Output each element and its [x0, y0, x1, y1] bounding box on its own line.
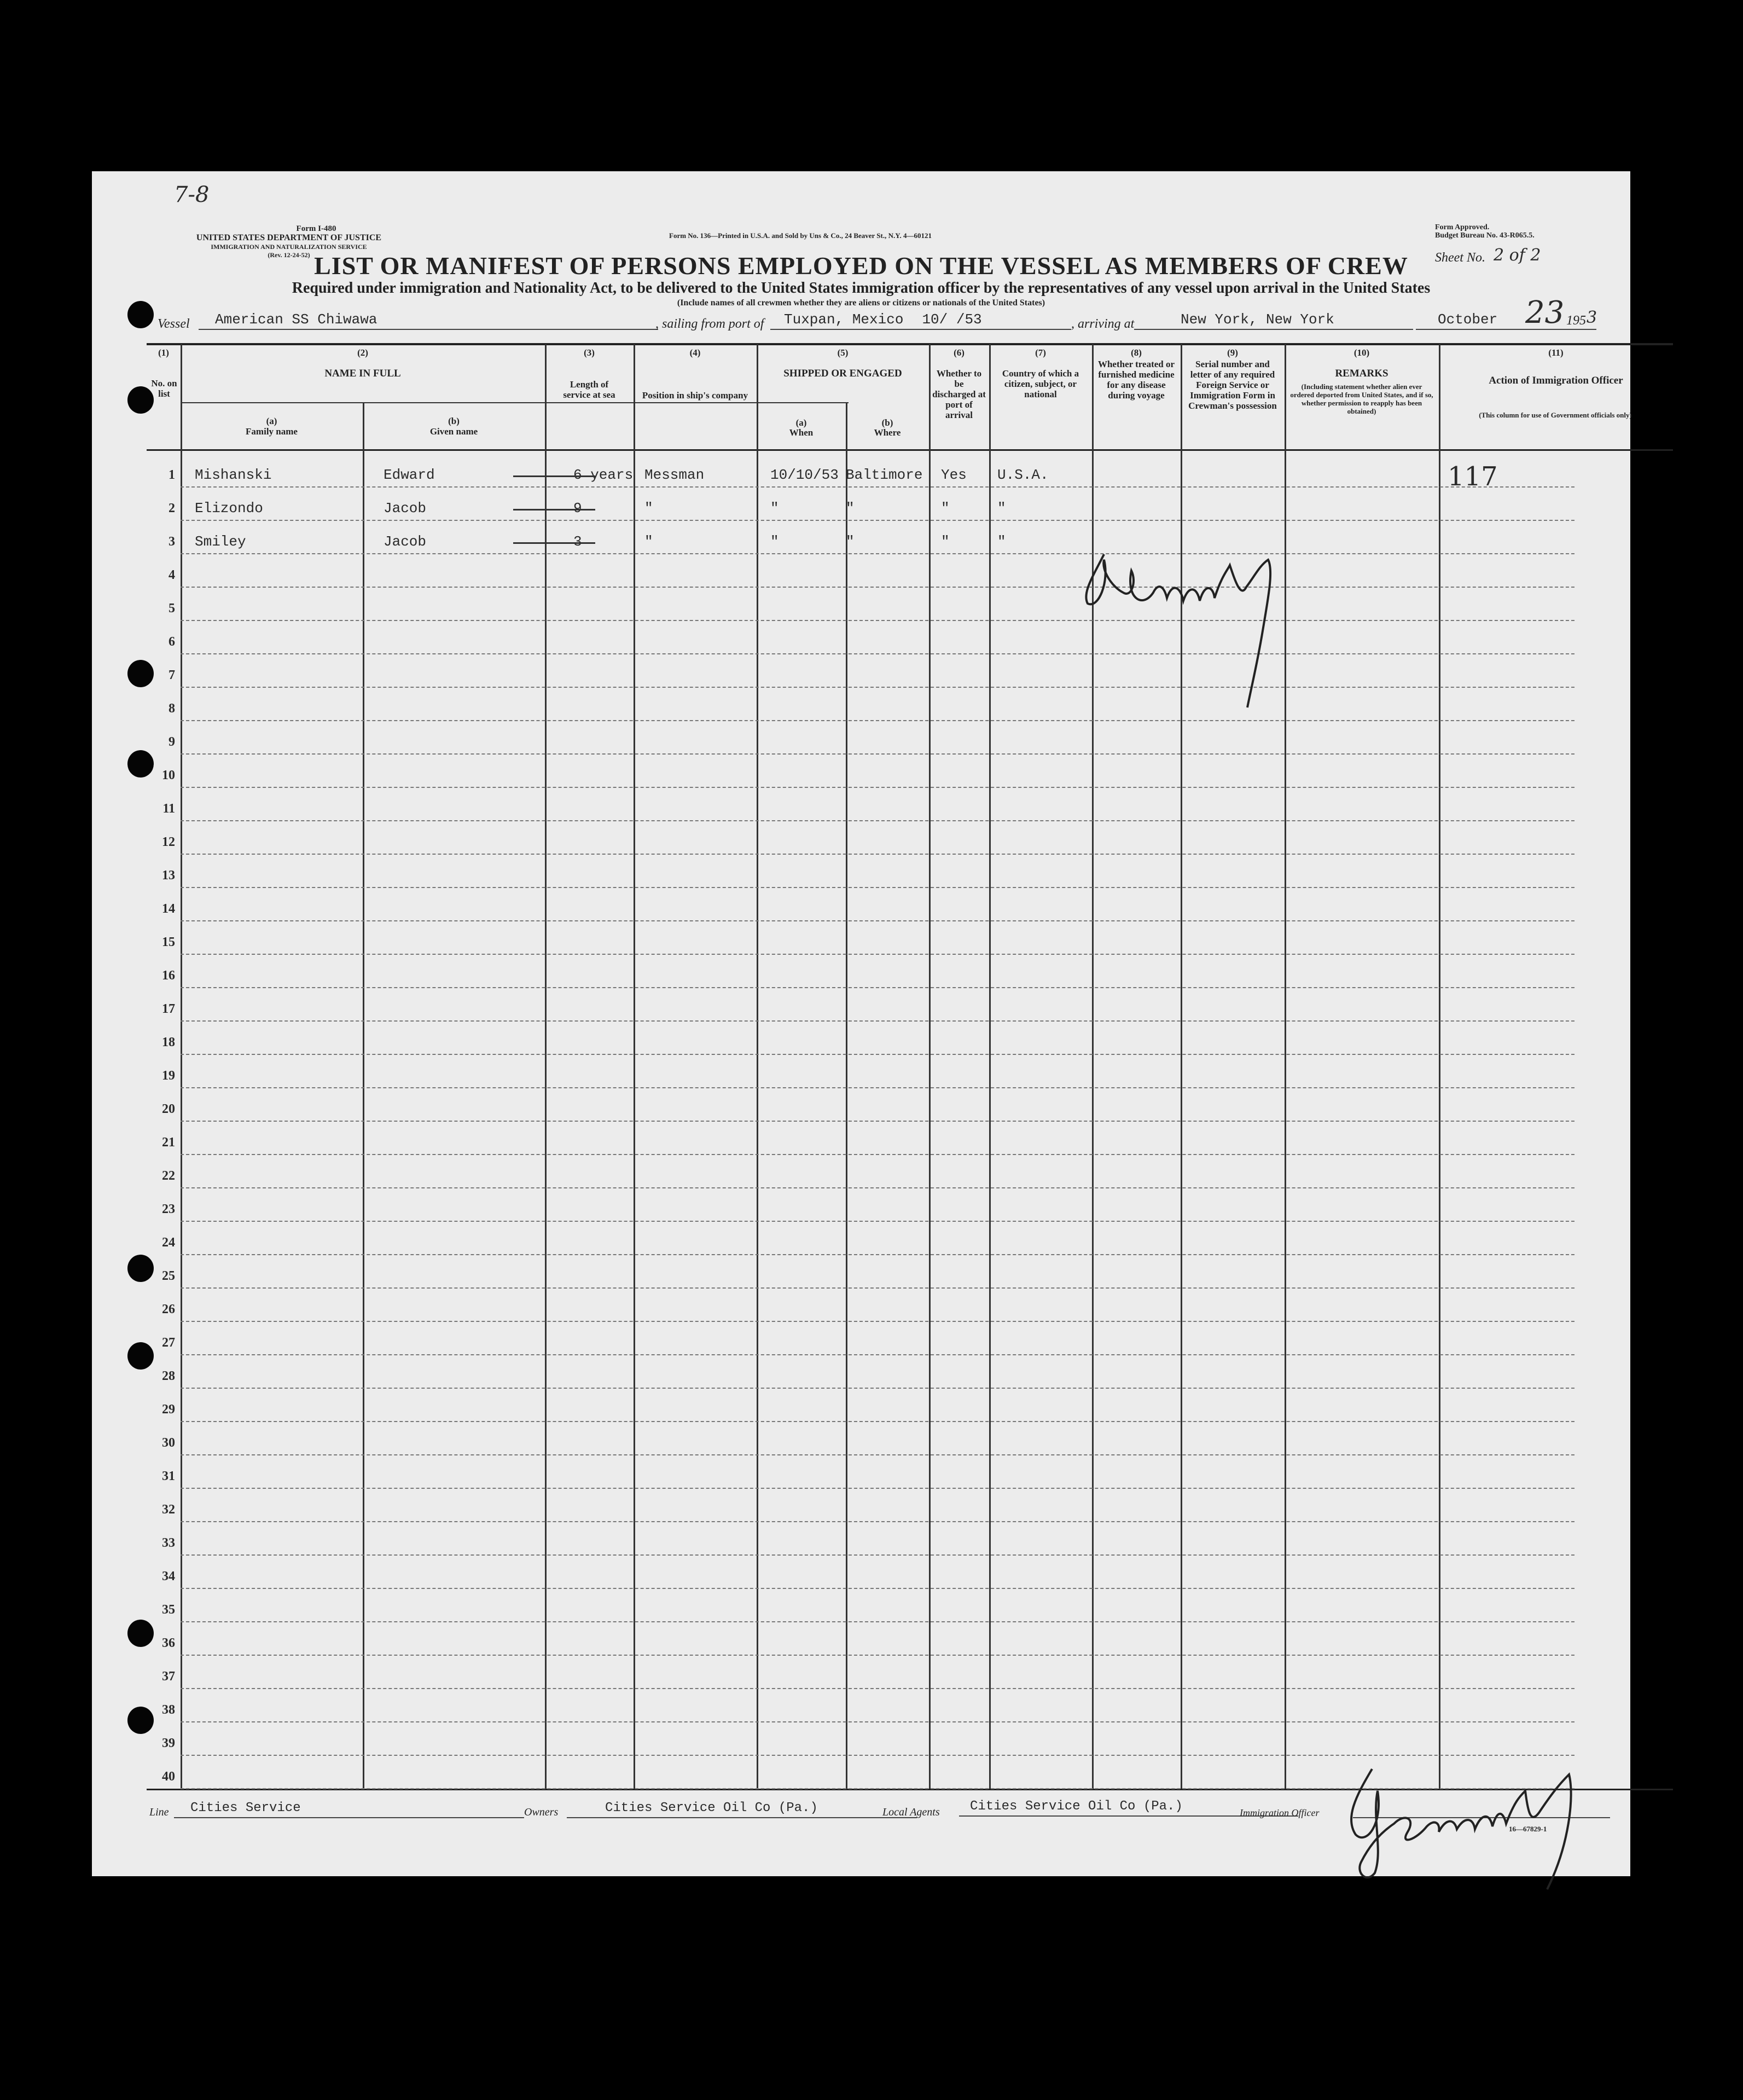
- col2b-number: (b): [448, 416, 460, 426]
- table-row: [181, 520, 1574, 521]
- row-number: 26: [162, 1302, 175, 1316]
- revision-date: (Rev. 12-24-52): [268, 251, 310, 259]
- table-row: [181, 620, 1574, 621]
- row-number: 21: [162, 1135, 175, 1150]
- table-row: [181, 854, 1574, 855]
- row-number: 10: [162, 768, 175, 782]
- col1-number: (1): [158, 347, 169, 358]
- row-number: 40: [162, 1770, 175, 1784]
- table-row: [181, 1655, 1574, 1656]
- table-row: [181, 486, 1574, 488]
- table-row: [181, 887, 1574, 888]
- col7-label: Country of which a citizen, subject, or national: [1002, 368, 1079, 399]
- row-number: 27: [162, 1336, 175, 1350]
- arriving-label: , arriving at: [1071, 317, 1135, 331]
- col9-label: Serial number and letter of any required Foreign Service or Immigration Form in Crewman's possession: [1188, 359, 1277, 411]
- shipped-when-cell: ": [770, 533, 779, 550]
- family-name-cell: Smiley: [195, 533, 246, 550]
- column-divider: [1439, 344, 1440, 1789]
- column-divider: [929, 344, 931, 1789]
- line-label: Line: [149, 1806, 169, 1818]
- column-divider: [181, 344, 182, 1789]
- col4-number: (4): [689, 347, 701, 358]
- row-number: 28: [162, 1369, 175, 1383]
- col1-label: No. on list: [151, 378, 177, 399]
- given-name-cell: Jacob: [384, 533, 427, 550]
- shipped-where-cell: ": [846, 500, 855, 517]
- shipped-when-cell: 10/10/53: [770, 467, 839, 483]
- col8-label: Whether treated or furnished medicine for any disease during voyage: [1097, 359, 1175, 401]
- col11-label: Action of Immigration Officer: [1489, 375, 1623, 386]
- strike-mark: [513, 509, 595, 511]
- column-divider: [989, 344, 991, 1789]
- row-number: 39: [162, 1736, 175, 1750]
- col3-label: Length of service at sea: [563, 379, 615, 400]
- position-cell: Messman: [644, 467, 705, 483]
- service-length-cell: 6 years: [573, 467, 634, 483]
- col10-number: (10): [1353, 347, 1370, 358]
- shipped-when-cell: ": [770, 500, 779, 517]
- row-number: 2: [169, 501, 175, 515]
- arrival-month: October: [1438, 311, 1498, 328]
- arriving-field[interactable]: [1134, 311, 1413, 330]
- col2a-number: (a): [266, 416, 277, 426]
- vessel-name: American SS Chiwawa: [215, 311, 377, 328]
- arriving-port: New York, New York: [1181, 311, 1334, 328]
- col6-number: (6): [954, 347, 965, 358]
- table-row: [181, 1488, 1574, 1489]
- col11-number: (11): [1548, 347, 1564, 358]
- form-title: LIST OR MANIFEST OF PERSONS EMPLOYED ON THE VESSEL AS MEMBERS OF CREW: [314, 252, 1408, 280]
- table-row: [181, 1588, 1574, 1589]
- row-number: 38: [162, 1703, 175, 1717]
- table-row: [181, 787, 1574, 788]
- row-number: 35: [162, 1603, 175, 1617]
- table-top-rule: [147, 343, 1673, 345]
- row-number: 15: [162, 935, 175, 949]
- row-number: 17: [162, 1002, 175, 1016]
- col2-number: (2): [357, 347, 368, 358]
- row-number: 37: [162, 1669, 175, 1684]
- family-name-cell: Elizondo: [195, 500, 263, 517]
- arrival-day: 23: [1525, 295, 1565, 330]
- table-row: [181, 1054, 1574, 1055]
- row-number: 34: [162, 1569, 175, 1583]
- table-row: [181, 687, 1574, 688]
- table-row: [181, 1721, 1574, 1722]
- col6-label: Whether to be discharged at port of arrival: [932, 368, 986, 420]
- manifest-sheet: [92, 171, 1630, 1876]
- vessel-field[interactable]: [199, 311, 658, 330]
- table-row: [181, 1121, 1574, 1122]
- row-number: 16: [162, 968, 175, 983]
- column-divider: [363, 402, 364, 1789]
- row-number: 30: [162, 1436, 175, 1450]
- table-row: [181, 1020, 1574, 1022]
- agents-value: Cities Service Oil Co (Pa.): [970, 1799, 1183, 1814]
- table-row: [181, 653, 1574, 654]
- row-number: 36: [162, 1636, 175, 1650]
- strike-mark: [513, 475, 595, 477]
- form-approved: Form Approved.: [1435, 223, 1490, 231]
- row-number: 23: [162, 1202, 175, 1216]
- given-name-cell: Jacob: [384, 500, 427, 517]
- table-row: [181, 1354, 1574, 1355]
- form-number: Form I-480: [296, 224, 336, 233]
- row-number: 33: [162, 1536, 175, 1550]
- owners-label: Owners: [524, 1806, 559, 1818]
- strike-mark: [513, 542, 595, 544]
- table-row: [181, 1421, 1574, 1422]
- budget-number: Budget Bureau No. 43-R065.5.: [1435, 231, 1535, 240]
- arrival-year-suffix: 3: [1587, 308, 1597, 327]
- country-cell: U.S.A.: [997, 467, 1049, 483]
- service-length-cell: 9: [573, 500, 582, 517]
- col5b-number: (b): [881, 417, 893, 428]
- table-row: [181, 1454, 1574, 1455]
- row-number: 12: [162, 835, 175, 849]
- sailing-port: Tuxpan, Mexico: [784, 311, 904, 328]
- col5b-label: Where: [874, 427, 901, 438]
- row-number: 13: [162, 868, 175, 883]
- col7-number: (7): [1035, 347, 1046, 358]
- service-length-cell: 3: [573, 533, 582, 550]
- col5a-number: (a): [795, 417, 807, 428]
- row-number: 20: [162, 1102, 175, 1116]
- column-divider: [757, 344, 758, 1789]
- col5-number: (5): [837, 347, 849, 358]
- line-field[interactable]: [174, 1801, 524, 1818]
- sheet-label: Sheet No.: [1435, 251, 1485, 265]
- column-divider: [545, 344, 547, 1789]
- line-value: Cities Service: [190, 1801, 301, 1815]
- position-cell: ": [644, 533, 653, 550]
- form-subtitle: Required under immigration and Nationality Act, to be delivered to the United States immigration officer by the representatives of any vessel upon arrival in the United States: [292, 280, 1431, 297]
- officer-label: Immigration Officer: [1240, 1807, 1320, 1818]
- arrival-date-field[interactable]: [1416, 295, 1597, 330]
- table-row: [181, 1521, 1574, 1522]
- row-number: 4: [169, 568, 175, 582]
- table-row: [181, 920, 1574, 921]
- officer-signature: [1334, 1736, 1618, 1895]
- row-number: 18: [162, 1035, 175, 1049]
- officer-action-cell: 117: [1448, 461, 1498, 492]
- table-row: [181, 1287, 1574, 1289]
- row-number: 22: [162, 1169, 175, 1183]
- col10-label: REMARKS: [1335, 368, 1388, 379]
- discharged-cell: Yes: [941, 467, 967, 483]
- sailing-date: 10/ /53: [922, 311, 982, 328]
- table-row: [181, 1154, 1574, 1155]
- table-row: [181, 587, 1574, 588]
- row-number: 9: [169, 735, 175, 749]
- table-row: [181, 1621, 1574, 1622]
- col3-number: (3): [584, 347, 595, 358]
- row-number: 32: [162, 1503, 175, 1517]
- column-divider: [634, 344, 635, 1789]
- table-row: [181, 553, 1574, 554]
- table-row: [181, 1554, 1574, 1556]
- service-name: IMMIGRATION AND NATURALIZATION SERVICE: [211, 243, 367, 251]
- form-code: 16—67829-1: [1509, 1825, 1547, 1833]
- col10-note: (Including statement whether alien ever ordered deported from United States, and if so, whether permission to reapply has been obtained): [1290, 382, 1433, 415]
- country-cell: ": [997, 500, 1006, 517]
- sheet-value: 2 of 2: [1494, 246, 1541, 265]
- name-shipped-subrule: [181, 402, 849, 403]
- agents-label: Local Agents: [882, 1806, 940, 1818]
- row-number: 7: [169, 668, 175, 682]
- discharged-cell: ": [941, 533, 950, 550]
- row-number: 31: [162, 1469, 175, 1483]
- row-number: 6: [169, 635, 175, 649]
- col5-label: SHIPPED OR ENGAGED: [783, 368, 902, 379]
- shipped-where-cell: Baltimore: [846, 467, 923, 483]
- vessel-label: Vessel: [158, 317, 190, 331]
- table-row: [181, 1221, 1574, 1222]
- table-row: [181, 954, 1574, 955]
- country-cell: ": [997, 533, 1006, 550]
- table-row: [181, 1688, 1574, 1689]
- row-number: 14: [162, 902, 175, 916]
- position-cell: ": [644, 500, 653, 517]
- table-row: [181, 820, 1574, 821]
- col2a-label: Family name: [246, 426, 298, 437]
- table-row: [181, 720, 1574, 721]
- row-number: 11: [162, 802, 175, 816]
- owners-field[interactable]: [567, 1801, 917, 1818]
- table-row: [181, 753, 1574, 755]
- row-number: 19: [162, 1069, 175, 1083]
- col9-number: (9): [1227, 347, 1238, 358]
- col2-label: NAME IN FULL: [324, 368, 401, 379]
- form-subtitle-note: (Include names of all crewmen whether they are aliens or citizens or nationals of the United States): [677, 298, 1045, 308]
- table-row: [181, 1388, 1574, 1389]
- col11-note: (This column for use of Government officials only): [1479, 411, 1632, 419]
- printer-line: Form No. 136—Printed in U.S.A. and Sold by Uns & Co., 24 Beaver St., N.Y. 4—60121: [669, 231, 932, 240]
- row-number: 3: [169, 535, 175, 549]
- col4-label: Position in ship's company: [642, 390, 748, 401]
- col2b-label: Given name: [429, 426, 478, 437]
- given-name-cell: Edward: [384, 467, 435, 483]
- shipped-where-cell: ": [846, 533, 855, 550]
- col8-number: (8): [1131, 347, 1142, 358]
- family-name-cell: Mishanski: [195, 467, 272, 483]
- department-name: UNITED STATES DEPARTMENT OF JUSTICE: [196, 233, 382, 242]
- table-header-rule: [147, 449, 1673, 451]
- officer-signature-body: [1071, 521, 1301, 850]
- table-row: [181, 1087, 1574, 1088]
- row-number: 25: [162, 1269, 175, 1283]
- sailing-field[interactable]: [770, 311, 1071, 330]
- owners-value: Cities Service Oil Co (Pa.): [605, 1801, 818, 1815]
- arrival-year-prefix: 195: [1566, 314, 1586, 328]
- table-row: [181, 987, 1574, 988]
- row-number: 24: [162, 1235, 175, 1250]
- column-divider: [846, 402, 847, 1789]
- row-number: 8: [169, 701, 175, 716]
- table-row: [181, 1321, 1574, 1322]
- table-row: [181, 1254, 1574, 1255]
- row-number: 1: [169, 468, 175, 482]
- discharged-cell: ": [941, 500, 950, 517]
- corner-mark: 7-8: [174, 182, 210, 207]
- sailing-label: , sailing from port of: [655, 317, 764, 331]
- table-row: [181, 1187, 1574, 1188]
- row-number: 29: [162, 1402, 175, 1417]
- row-number: 5: [169, 601, 175, 616]
- col5a-label: When: [789, 427, 814, 438]
